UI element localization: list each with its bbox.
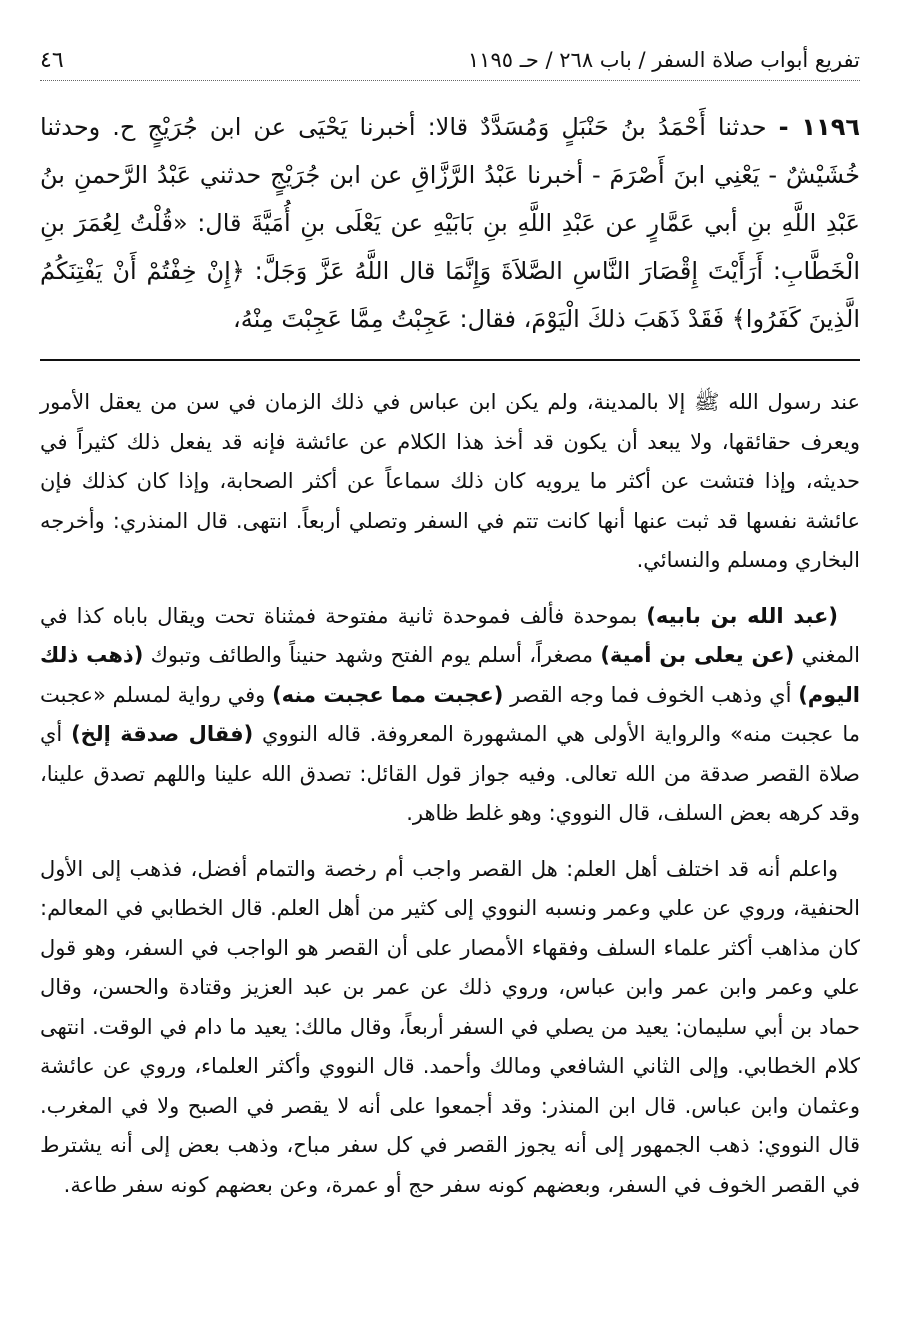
hadith-block bbox=[40, 103, 860, 343]
bold-term: (عبد الله بن بابيه) bbox=[646, 603, 838, 628]
gloss-text: مصغراً، أسلم يوم الفتح وشهد حنيناً والطائف وتبوك bbox=[143, 643, 601, 667]
book-page bbox=[40, 40, 860, 1320]
footnote-divider bbox=[40, 359, 860, 361]
running-title: تفريع أبواب صلاة السفر / باب ٢٦٨ / حـ ١١٩٥ bbox=[467, 48, 860, 72]
commentary-block bbox=[40, 383, 860, 1205]
commentary-paragraph-1: عند رسول الله ﷺ إلا بالمدينة، ولم يكن ابن عباس في ذلك الزمان في سن من يعقل الأمور ويعرف حقائقها، ولا يبعد أن يكون قد أخذ هذا الكلام عن عائشة فإنه قد يفعل ذلك كثيراً في حديثه، وإذا فتشت عن أكثر ما يرويه كان ذلك سماعاً عن أكثر الصحابة، وإذا كان كذلك فإن عائشة نفسها قد ثبت عنها أنها كانت تتم في السفر وتصلي أربعاً. انتهى. قال المنذري: وأخرجه البخاري ومسلم والنسائي. bbox=[40, 390, 860, 572]
hadith-paragraph bbox=[40, 103, 860, 343]
bold-term: (ذهب ذلك اليوم) bbox=[40, 643, 860, 707]
gloss-text: وفي رواية لمسلم «عجبت ما عجبت منه» والرواية الأولى هي المشهورة المعروفة. قاله النووي bbox=[40, 682, 860, 746]
bold-term: (عن يعلى بن أمية) bbox=[600, 643, 795, 667]
hadith-number: ١١٩٦ - bbox=[778, 113, 860, 141]
commentary-paragraph-2 bbox=[40, 597, 860, 834]
gloss-text: أي وذهب الخوف فما وجه القصر bbox=[503, 682, 799, 707]
bold-term: (فقال صدقة إلخ) bbox=[71, 722, 254, 746]
hadith-text: حدثنا أَحْمَدُ بنُ حَنْبَلٍ وَمُسَدَّدٌ قالا: أخبرنا يَحْيَى عن ابن جُرَيْجٍ ح. وحدثنا خُشَيْشٌ - يَعْنِي ابنَ أَصْرَمَ - أخبرنا عَبْدُ الرَّزَّاقِ عن ابن جُرَيْجٍ حدثني عَبْدُ الرَّحمنِ بنُ عَبْدِ اللَّهِ بنِ أبي عَمَّارٍ عن عَبْدِ اللَّهِ بنِ بَابَيْهِ عن يَعْلَى بنِ أُمَيَّةَ قال: «قُلْتُ لِعُمَرَ بنِ الْخَطَّابِ: أَرَأَيْتَ إِقْصَارَ النَّاسِ الصَّلاَةَ وَإِنَّمَا قال اللَّهُ عَزَّ وَجَلَّ: ﴿إِنْ خِفْتُمْ أَنْ يَفْتِنَكُمُ الَّذِينَ كَفَرُوا﴾ فَقَدْ ذَهَبَ ذلكَ الْيَوْمَ، فقال: عَجِبْتُ مِمَّا عَجِبْتَ مِنْهُ، bbox=[40, 113, 860, 333]
gloss-text: بموحدة فألف فموحدة ثانية مفتوحة فمثناة تحت ويقال باباه كذا في المغني bbox=[40, 603, 860, 667]
commentary-paragraph-3: واعلم أنه قد اختلف أهل العلم: هل القصر واجب أم رخصة والتمام أفضل، فذهب إلى الأول الحنفية، وروي عن علي وعمر ونسبه النووي إلى كثير من أهل العلم. قال الخطابي في المعالم: كان مذاهب أكثر علماء السلف وفقهاء الأمصار على أن القصر هو الواجب في السفر، وهو قول علي وعمر وابن عمر وابن عباس، وروي ذلك عن عمر بن عبد العزيز وقتادة والحسن، وقال حماد بن أبي سليمان: يعيد من يصلي في السفر أربعاً، وقال مالك: يعيد ما دام في الوقت. انتهى كلام الخطابي. وإلى الثاني الشافعي ومالك وأحمد. قال النووي وأكثر العلماء، وروي عن عائشة وعثمان وابن عباس. قال ابن المنذر: وقد أجمعوا على أنه لا يقصر في الصبح ولا في المغرب. قال النووي: ذهب الجمهور إلى أنه يجوز القصر في كل سفر مباح، وذهب بعض إلى أنه يشترط في القصر الخوف في السفر، وبعضهم كونه سفر حج أو عمرة، وعن بعضهم كونه سفر طاعة. bbox=[40, 856, 860, 1197]
bold-term: (عجبت مما عجبت منه) bbox=[272, 682, 504, 707]
page-header bbox=[40, 40, 860, 81]
page-number: ٤٦ bbox=[40, 48, 64, 73]
gloss-text: أي صلاة القصر صدقة من الله تعالى. وفيه جواز قول القائل: تصدق الله علينا واللهم تصدق علينا، وقد كرهه بعض السلف، قال النووي: وهو غلط ظاهر. bbox=[40, 722, 860, 825]
